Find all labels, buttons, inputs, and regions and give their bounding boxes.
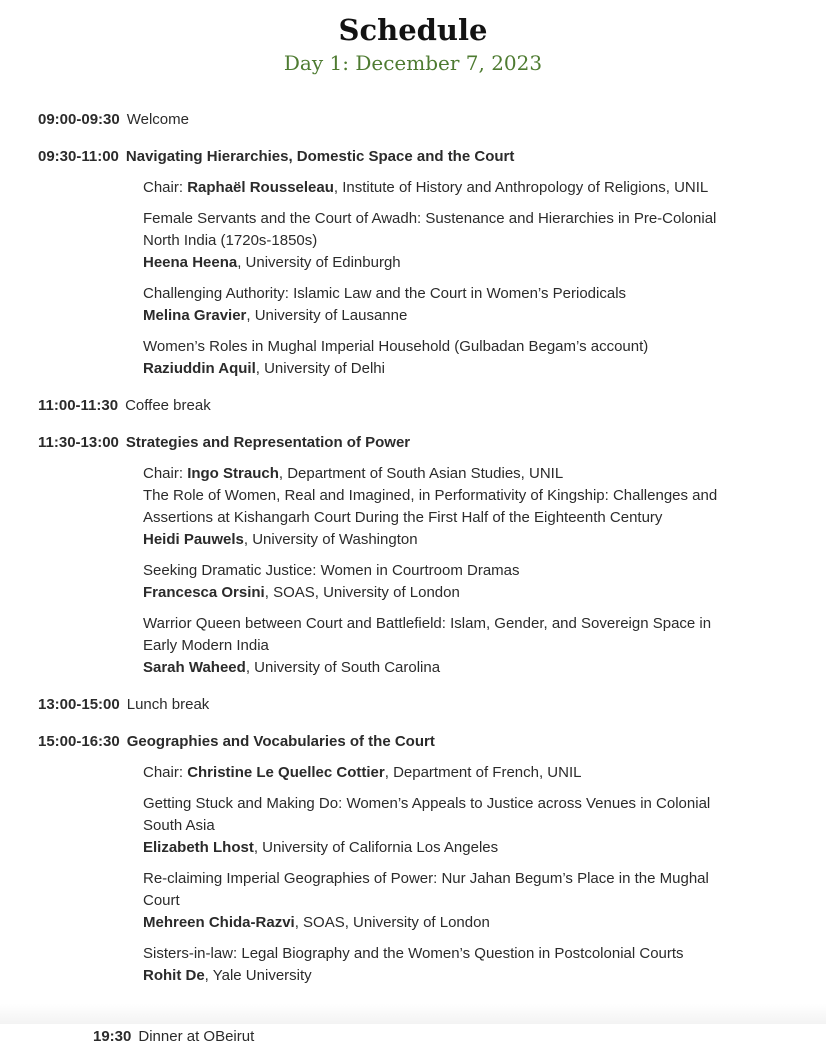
talk-item <box>143 868 740 934</box>
time-label: 19:30 <box>93 1028 132 1045</box>
speaker-name: Francesca Orsini <box>143 584 265 601</box>
time-label: 11:30-13:00 <box>38 434 119 451</box>
chair-name: Christine Le Quellec Cottier <box>187 764 385 781</box>
chair-name: Raphaël Rousseleau <box>187 179 334 196</box>
session-3-details <box>143 762 740 987</box>
talk-title: Female Servants and the Court of Awadh: Sustenance and Hierarchies in Pre-Colonial North India (1720s-1850s) <box>143 210 717 249</box>
talk-title: Getting Stuck and Making Do: Women’s Appeals to Justice across Venues in Colonial South Asia <box>143 795 711 834</box>
talk-item <box>143 613 740 679</box>
chair-label: Chair: <box>143 764 188 781</box>
talk-item <box>143 793 740 859</box>
talk-byline <box>143 837 740 859</box>
schedule-row-session-3 <box>38 731 786 753</box>
chair-affiliation: , Department of French, UNIL <box>384 764 582 781</box>
schedule-list <box>38 109 786 1048</box>
talk-byline <box>143 965 740 987</box>
chair-line <box>143 463 740 485</box>
schedule-row-session-2 <box>38 432 786 454</box>
talk-title: Seeking Dramatic Justice: Women in Courtroom Dramas <box>143 562 520 579</box>
talk-item <box>143 336 740 380</box>
talk-byline <box>143 529 740 551</box>
time-label: 09:00-09:30 <box>38 111 120 128</box>
page-title: Schedule <box>338 13 488 47</box>
speaker-name: Raziuddin Aquil <box>143 360 256 377</box>
time-label: 13:00-15:00 <box>38 696 120 713</box>
chair-line <box>143 177 740 199</box>
talk-byline <box>143 358 740 380</box>
talk-title: Women’s Roles in Mughal Imperial Household (Gulbadan Begam’s account) <box>143 338 649 355</box>
speaker-affiliation: , Yale University <box>204 967 312 984</box>
chair-affiliation: , Department of South Asian Studies, UNIL <box>278 465 564 482</box>
chair-label: Chair: <box>143 465 188 482</box>
talk-byline <box>143 912 740 934</box>
session-title: Navigating Hierarchies, Domestic Space and the Court <box>125 148 515 165</box>
talk-item <box>143 485 740 551</box>
speaker-affiliation: , University of Delhi <box>255 360 385 377</box>
speaker-name: Rohit De <box>143 967 205 984</box>
talk-item <box>143 560 740 604</box>
talk-item <box>143 943 740 987</box>
speaker-affiliation: , University of California Los Angeles <box>253 839 499 856</box>
schedule-row-coffee-break <box>38 395 786 417</box>
session-title: Strategies and Representation of Power <box>125 434 411 451</box>
talk-item <box>143 208 740 274</box>
time-label: 15:00-16:30 <box>38 733 120 750</box>
event-label: Coffee break <box>125 397 211 414</box>
chair-affiliation: , Institute of History and Anthropology of Religions, UNIL <box>333 179 709 196</box>
speaker-name: Heena Heena <box>143 254 238 271</box>
event-label: Dinner at OBeirut <box>138 1028 255 1045</box>
speaker-affiliation: , University of South Carolina <box>245 659 441 676</box>
talk-item <box>143 283 740 327</box>
schedule-row-session-1 <box>38 146 786 168</box>
talk-byline <box>143 657 740 679</box>
schedule-row-lunch-break <box>38 694 786 716</box>
speaker-affiliation: , University of Edinburgh <box>237 254 401 271</box>
speaker-affiliation: , SOAS, University of London <box>264 584 460 601</box>
speaker-affiliation: , University of Washington <box>243 531 418 548</box>
schedule-row-dinner <box>93 1026 786 1048</box>
speaker-name: Melina Gravier <box>143 307 247 324</box>
talk-title: The Role of Women, Real and Imagined, in Performativity of Kingship: Challenges and Assertions at Kishangarh Court During the First Half of the Eighteenth Century <box>143 487 718 526</box>
time-label: 11:00-11:30 <box>38 397 119 414</box>
talk-byline <box>143 305 740 327</box>
speaker-affiliation: , University of Lausanne <box>246 307 408 324</box>
speaker-name: Mehreen Chida-Razvi <box>143 914 295 931</box>
talk-byline <box>143 252 740 274</box>
chair-label: Chair: <box>143 179 188 196</box>
talk-title: Challenging Authority: Islamic Law and the Court in Women’s Periodicals <box>143 285 627 302</box>
talk-byline <box>143 582 740 604</box>
talk-title: Re-claiming Imperial Geographies of Power: Nur Jahan Begum’s Place in the Mughal Court <box>143 870 709 909</box>
event-label: Welcome <box>126 111 189 128</box>
event-label: Lunch break <box>126 696 210 713</box>
speaker-name: Elizabeth Lhost <box>143 839 254 856</box>
schedule-row-welcome <box>38 109 786 131</box>
time-label: 09:30-11:00 <box>38 148 119 165</box>
session-title: Geographies and Vocabularies of the Court <box>126 733 435 750</box>
talk-title: Warrior Queen between Court and Battlefield: Islam, Gender, and Sovereign Space in Early Modern India <box>143 615 712 654</box>
chair-name: Ingo Strauch <box>187 465 279 482</box>
chair-line <box>143 762 740 784</box>
speaker-affiliation: , SOAS, University of London <box>294 914 490 931</box>
speaker-name: Heidi Pauwels <box>143 531 244 548</box>
page-subtitle: Day 1: December 7, 2023 <box>283 51 543 75</box>
page-bottom-edge <box>0 1004 826 1024</box>
speaker-name: Sarah Waheed <box>143 659 246 676</box>
session-2-details <box>143 463 740 679</box>
session-1-details <box>143 177 740 380</box>
talk-title: Sisters-in-law: Legal Biography and the Women’s Question in Postcolonial Courts <box>143 945 684 962</box>
